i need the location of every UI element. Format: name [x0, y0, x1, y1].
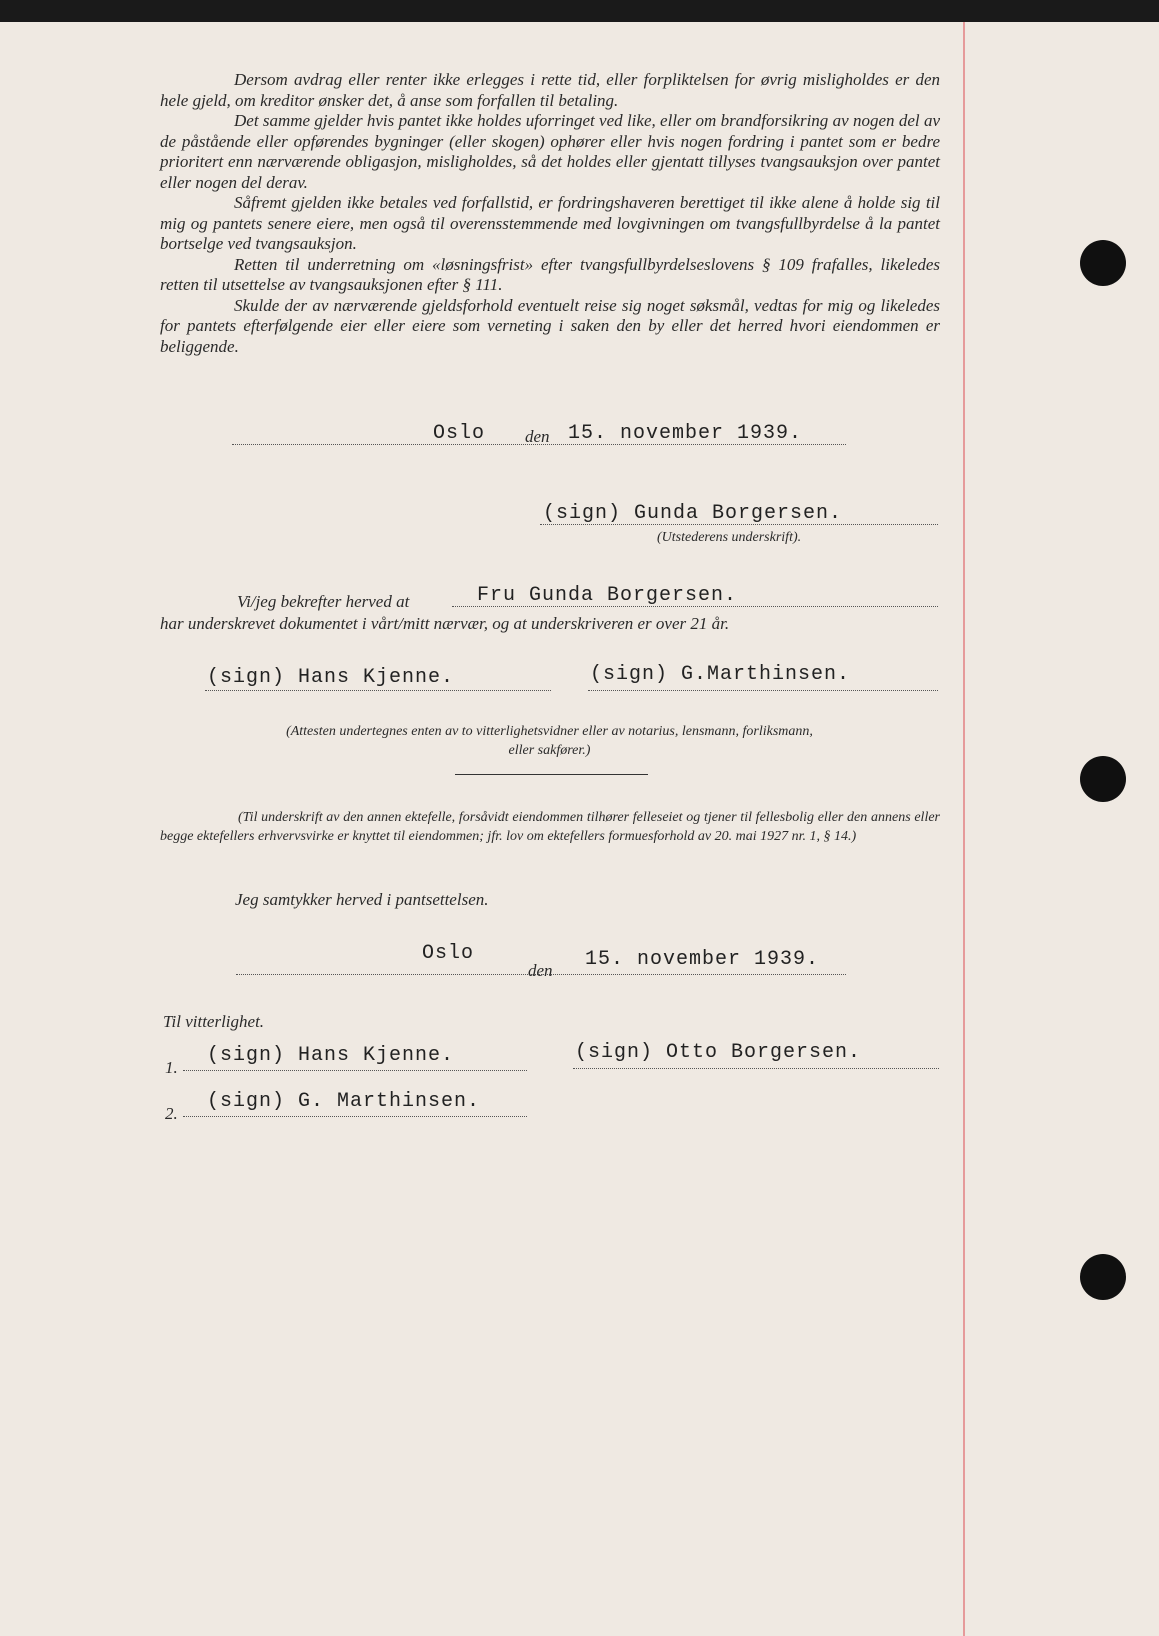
terms-text: [160, 70, 940, 357]
spouse-signature-line: [573, 1068, 939, 1069]
witness-signature: (sign) Hans Kjenne.: [207, 1044, 455, 1067]
document-page: [0, 22, 1159, 1636]
issue-place: Oslo: [433, 422, 486, 445]
attestation-note-line: eller sakfører.): [508, 743, 591, 758]
issue-date: 15. november 1939.: [568, 422, 803, 445]
attestation-name: Fru Gunda Borgersen.: [477, 584, 738, 607]
spouse-place: Oslo: [422, 942, 475, 965]
spouse-date: 15. november 1939.: [585, 948, 820, 971]
witness-line: [183, 1070, 527, 1071]
spouse-note-text: (Til underskrift av den annen ektefelle, forsåvidt eiendommen tilhører felleseiet og tjener til fellesbolig eller den annens eller begge ektefellers erhvervsvirke er knyttet til eiendommen; jfr. lov om ektefellers formuesforhold av 20. mai 1927 nr. 1, § 14.): [160, 810, 940, 844]
issuer-caption: (Utstederens underskrift).: [657, 530, 802, 545]
spouse-note: [160, 808, 940, 846]
terms-paragraph: Skulde der av nærværende gjeldsforhold eventuelt reise sig noget søksmål, vedtas for mig og likeledes for pantets efterfølgende eier eller eiere som verneting i saken den by eller det herred hvori eiendommen er beliggende.: [160, 295, 940, 356]
witness-signature-line: [588, 690, 938, 691]
separator-rule: [455, 774, 648, 775]
attestation-prefix: Vi/jeg bekrefter herved at: [237, 592, 410, 611]
witness-number: 1.: [165, 1058, 178, 1077]
terms-paragraph: Såfremt gjelden ikke betales ved forfallstid, er fordringshaveren berettiget til ikke alene å holde sig til mig og pantets senere eiere, men også til overensstemmende med lovgivningen om tvangsfullbyrdelse å la pantet bortselge ved tvangsauksjon.: [160, 193, 940, 253]
witnesses-heading: Til vitterlighet.: [163, 1012, 265, 1031]
spouse-signature: (sign) Otto Borgersen.: [575, 1041, 862, 1064]
witness-signature-line: [205, 690, 551, 691]
terms-paragraph: Retten til underretning om «løsningsfrist» efter tvangsfullbyrdelseslovens § 109 frafalles, likeledes retten til utsettelse av tvangsauksjonen efter § 111.: [160, 254, 940, 294]
den-label: den: [525, 427, 550, 446]
witness-line: [183, 1116, 527, 1117]
witness-signature: (sign) Hans Kjenne.: [207, 666, 455, 689]
attestation-note-line: (Attesten undertegnes enten av to vitterlighetsvidner eller av notarius, lensmann, forliksmann,: [286, 724, 813, 739]
attestation-statement: har underskrevet dokumentet i vårt/mitt nærvær, og at underskriveren er over 21 år.: [160, 614, 730, 633]
punch-hole: [1080, 756, 1126, 802]
terms-paragraph: Dersom avdrag eller renter ikke erlegges i rette tid, eller forpliktelsen for øvrig misligholdes er den hele gjeld, om kreditor ønsker det, å anse som forfallen til betaling.: [160, 70, 940, 110]
spouse-consent: Jeg samtykker herved i pantsettelsen.: [235, 890, 489, 909]
margin-line: [963, 22, 965, 1636]
punch-hole: [1080, 240, 1126, 286]
terms-paragraph: Det samme gjelder hvis pantet ikke holdes uforringet ved like, eller om brandforsikring av nogen del av de påstående eller opførendes bygninger (eller skogen) ophører eller hvis nogen fordring i pantet som er bedre prioritert enn nærværende obligasjon, misligholdes, så det holdes eller gjentatt tillyses tvangsauksjon over pantet eller nogen del derav.: [160, 111, 940, 192]
attestation-note: [0, 722, 1159, 760]
punch-hole: [1080, 1254, 1126, 1300]
witness-signature: (sign) G. Marthinsen.: [207, 1090, 481, 1113]
issuer-signature: (sign) Gunda Borgersen.: [543, 502, 843, 525]
witness-number: 2.: [165, 1104, 178, 1123]
witness-signature: (sign) G.Marthinsen.: [590, 663, 851, 686]
den-label: den: [528, 961, 553, 980]
